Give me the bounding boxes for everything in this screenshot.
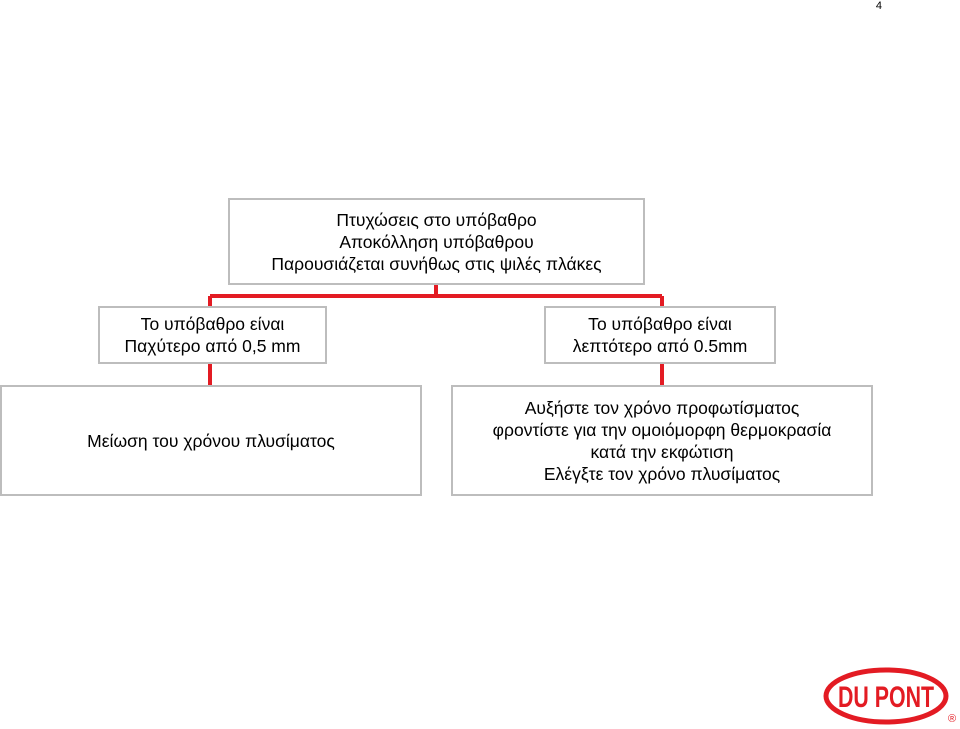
left-branch-line: Παχύτερο από 0,5 mm (124, 336, 301, 356)
right-branch-line: Το υπόβαθρο είναι (588, 314, 732, 334)
page-number: 4 (875, 0, 882, 12)
root-line: Αποκόλληση υπόβαθρου (339, 231, 534, 252)
dupont-logo (822, 666, 958, 726)
right-leaf-line: Αυξήστε τον χρόνο προφωτίσματος (524, 397, 800, 418)
logo-wordmark: DU PONT (838, 681, 934, 714)
left-leaf-node (0, 385, 422, 496)
right-leaf-node (451, 385, 873, 496)
root-line: Παρουσιάζεται συνήθως στις ψιλές πλάκες (271, 253, 602, 274)
left-branch-node (98, 306, 327, 364)
right-leaf-line: κατά την εκφώτιση (590, 441, 734, 462)
right-leaf-line: φροντίστε για την ομοιόμορφη θερμοκρασία (492, 419, 832, 440)
right-branch-node (544, 306, 776, 364)
right-branch-line: λεπτότερο από 0.5mm (572, 336, 748, 356)
logo-registered-mark: ® (947, 713, 957, 725)
left-leaf-line: Μείωση του χρόνου πλυσίματος (87, 430, 335, 451)
root-node (228, 198, 645, 285)
right-leaf-line: Ελέγξτε τον χρόνο πλυσίματος (543, 463, 781, 484)
left-branch-line: Το υπόβαθρο είναι (140, 314, 285, 334)
root-line: Πτυχώσεις στο υπόβαθρο (336, 209, 537, 230)
